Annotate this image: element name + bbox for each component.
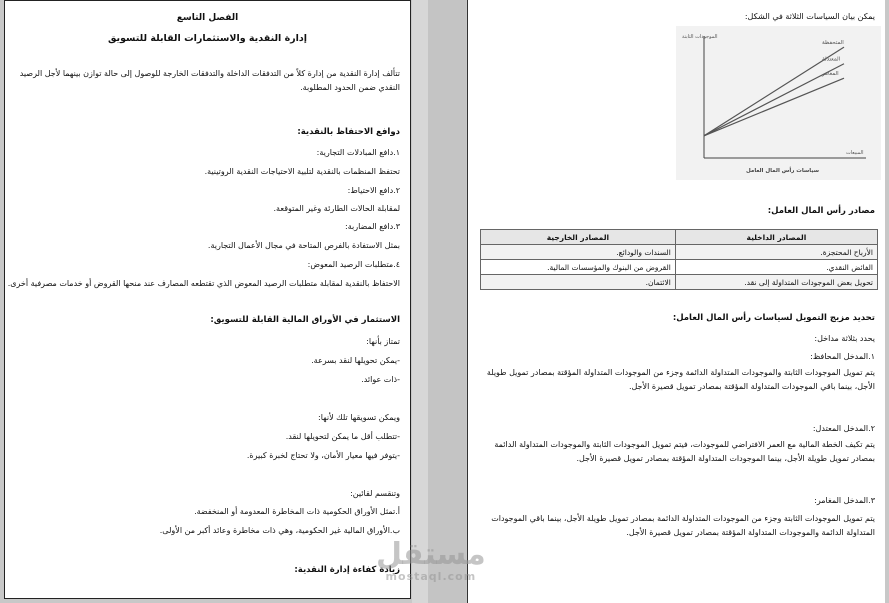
approach-body: يتم تمويل الموجودات الثابتة والموجودات المتداولة الدائمة وجزء من الموجودات المتداولة المؤقتة بمصادر تمويل طويلة الأجل، بينما باقي الموجودات المتداولة المؤقتة بمصادر تمويل قصيرة الأجل. bbox=[486, 368, 875, 391]
table-cell: السندات والودائع. bbox=[481, 245, 676, 260]
invest-line: تمتاز بأنها: bbox=[366, 337, 400, 346]
chapter-label: الفصل التاسع bbox=[176, 13, 239, 23]
invest-line: ويمكن تسويقها تلك لأنها: bbox=[318, 413, 400, 422]
table-header-external: المصادر الخارجية bbox=[481, 230, 676, 245]
page-gap-shadow bbox=[428, 0, 466, 603]
chart-caption: يمكن بيان السياسات الثلاثة في الشكل: bbox=[744, 12, 875, 21]
invest-line: أ.تمثل الأوراق الحكومية ذات المخاطرة المعدومة أو المنخفضة. bbox=[194, 507, 400, 516]
table-cell: تحويل بعض الموجودات المتداولة إلى نقد. bbox=[675, 275, 877, 290]
motive-line: الاحتفاظ بالنقدية لمقابلة متطلبات الرصيد المعوض الذي تقتطعه المصارف عند منحها القروض أو خدمات مصرفية أخرى. bbox=[7, 279, 400, 288]
motive-line: ٣.دافع المضاربة: bbox=[345, 222, 400, 231]
sources-heading: مصادر رأس المال العامل: bbox=[767, 206, 875, 216]
motive-line: ٢.دافع الاحتياط: bbox=[347, 186, 400, 195]
efficiency-heading: زيادة كفاءة إدارة النقدية: bbox=[294, 565, 400, 575]
table-row bbox=[481, 260, 878, 275]
motive-line: ١.دافع المبادلات التجارية: bbox=[316, 148, 400, 157]
series-line bbox=[704, 78, 844, 136]
right-page bbox=[467, 0, 885, 603]
policy-chart-svg bbox=[676, 26, 881, 180]
chart-bottom-caption: سياسات رأس المال العامل bbox=[746, 168, 820, 174]
left-page bbox=[4, 0, 411, 599]
motive-line: تحتفظ المنظمات بالنقدية لتلبية الاحتياجات النقدية الروتينية. bbox=[204, 167, 400, 176]
policy-chart bbox=[676, 26, 881, 180]
invest-line: ب.الأوراق المالية غير الحكومية، وهي ذات مخاطرة وعائد أكبر من الأولى. bbox=[159, 526, 400, 535]
invest-line: -ذات عوائد. bbox=[361, 375, 400, 384]
approach-title: ١.المدخل المحافظ: bbox=[810, 352, 875, 361]
motives-heading: دوافع الاحتفاظ بالنقدية: bbox=[297, 127, 400, 137]
table-cell: الفائض النقدي. bbox=[675, 260, 877, 275]
page-gap bbox=[412, 0, 428, 603]
invest-line: وتنقسم لقائين: bbox=[350, 489, 400, 498]
table-cell: القروض من البنوك والمؤسسات المالية. bbox=[481, 260, 676, 275]
sources-table bbox=[480, 229, 878, 290]
watermark-latin: mostaql.com bbox=[385, 570, 477, 583]
approach-title: ٣.المدخل المغامر: bbox=[814, 496, 875, 505]
mix-heading: تحديد مزيج التمويل لسياسات رأس المال العامل: bbox=[672, 313, 875, 323]
series-label: المتحفظة bbox=[822, 40, 844, 47]
table-cell: الائتمان. bbox=[481, 275, 676, 290]
invest-heading: الاستثمار في الأوراق المالية القابلة للتسويق: bbox=[210, 315, 400, 325]
table-header-row bbox=[481, 230, 878, 245]
intro-paragraph: تتألف إدارة النقدية من إدارة كلاً من التدفقات الداخلة والتدفقات الخارجة للوصول إلى حالة توازن بينهما لأجل الرصيد النقدي ضمن الحدود المطلوبة. bbox=[19, 69, 400, 92]
page-title: إدارة النقدية والاستثمارات القابلة للتسويق bbox=[107, 33, 308, 44]
motive-line: بمثل الاستفادة بالفرص المتاحة في مجال الأعمال التجارية. bbox=[207, 241, 400, 250]
motive-line: لمقابلة الحالات الطارئة وغير المتوقعة. bbox=[273, 204, 400, 213]
series-label: المعتدلة bbox=[822, 56, 841, 63]
watermark-logo bbox=[376, 537, 486, 583]
y-axis-label: الموجودات الثابتة bbox=[682, 34, 718, 40]
approach-body: يتم تكيف الخطة المالية مع العمر الافتراضي للموجودات، فيتم تمويل الموجودات الثابتة والموجودات المتداولة الدائمة بمصادر تمويل طويلة الأجل، بينما الموجودات المتداولة المؤقتة بمصادر تمويل قصيرة الأجل. bbox=[494, 440, 875, 463]
mix-intro: يحدد بثلاثة مداخل: bbox=[814, 334, 875, 343]
invest-line: -يمكن تحويلها لنقد بسرعة. bbox=[311, 356, 400, 365]
x-axis-label: المبيعات bbox=[846, 150, 864, 156]
invest-line: -يتوفر فيها معيار الأمان، ولا تحتاج لخبرة كبيرة. bbox=[246, 451, 400, 460]
table-cell: الأرباح المحتجزة. bbox=[675, 245, 877, 260]
watermark-arabic: مستقل bbox=[376, 537, 486, 572]
table-row bbox=[481, 275, 878, 290]
table-row bbox=[481, 245, 878, 260]
approach-title: ٢.المدخل المعتدل: bbox=[812, 424, 875, 433]
approach-body: يتم تمويل الموجودات الثابتة وجزء من الموجودات المتداولة الدائمة بمصادر تمويل طويلة الأجل، بينما باقي الموجودات المتداولة الدائمة والموجودات المتداولة المؤقتة بمصادر تمويل قصيرة الأجل. bbox=[491, 514, 875, 537]
invest-line: -تتطلب أقل ما يمكن لتحويلها لنقد. bbox=[285, 432, 400, 441]
table-header-internal: المصادر الداخلية bbox=[675, 230, 877, 245]
series-label: المغامر bbox=[822, 71, 839, 78]
motive-line: ٤.متطلبات الرصيد المعوض: bbox=[307, 260, 400, 269]
